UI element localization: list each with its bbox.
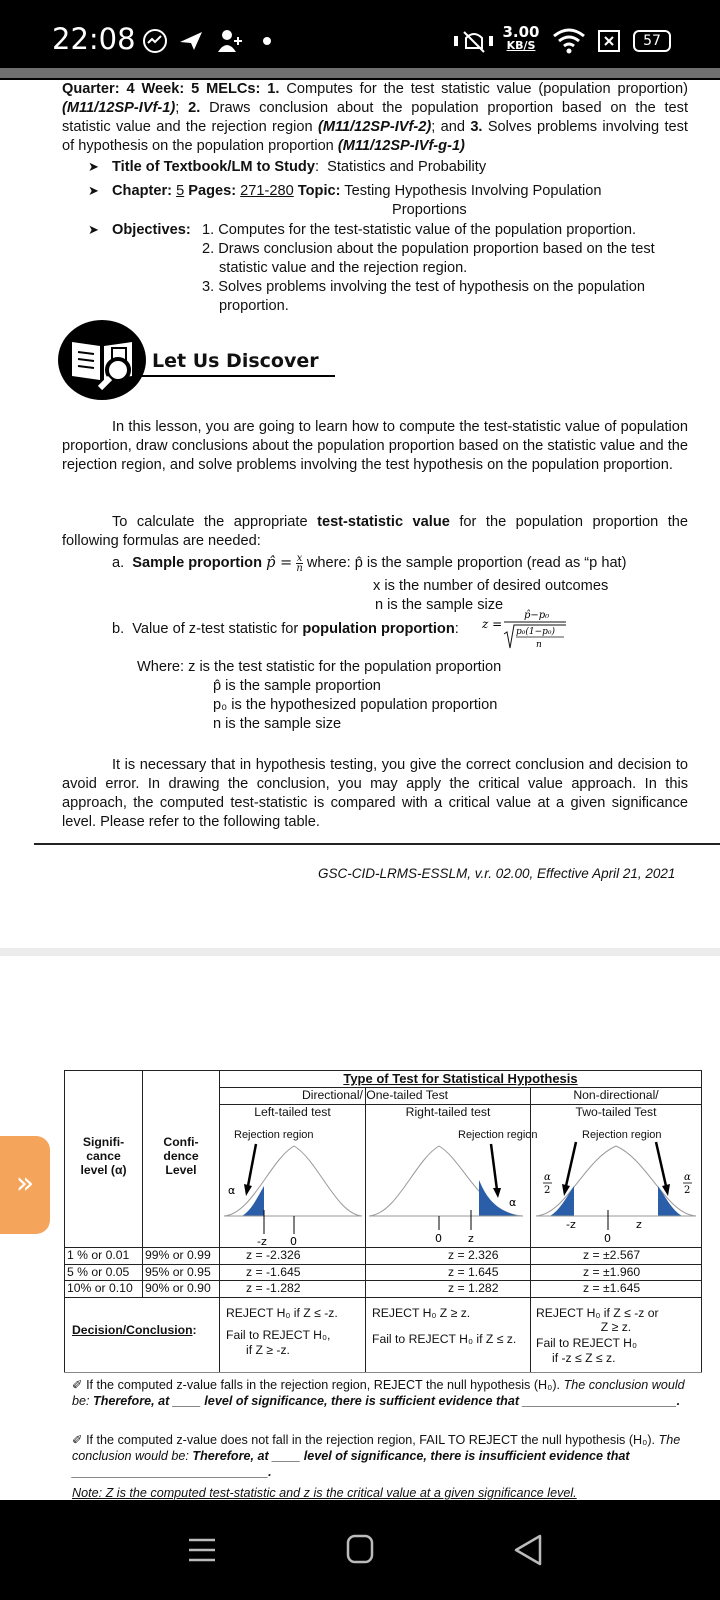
svg-text:p̂−p₀: p̂−p₀ [524,610,550,621]
directional-header: Directional/ One-tailed Test [301,1088,449,1102]
dot-icon [262,36,272,46]
rejection-region-label-two: Rejection region [582,1129,662,1141]
where-n: n is the sample size [213,716,342,732]
book-magnifier-icon [56,318,148,402]
right-fail: Fail to REJECT H₀ if Z ≤ z. [372,1332,517,1346]
rejection-region-label-right: Rejection region [458,1129,538,1141]
objectives-label: ➤ Objectives: [88,222,191,238]
row-2-two: z = ±1.960 [583,1265,641,1279]
send-icon [178,30,204,52]
row-3-signif: 10% or 0.10 [67,1281,133,1295]
chapter-line: ➤ Chapter: 5 Pages: 271-280 Topic: Testing Hypothesis Involving Population [88,183,602,199]
svg-text:-z: -z [566,1218,576,1231]
note-z-definition: Note: Z is the computed test-statistic and z is the critical value at a given significance level. [72,1486,577,1500]
where-phat: p̂ is the sample proportion [213,678,381,694]
home-icon[interactable] [330,1530,390,1570]
fraction-x-over-n: x n [296,552,303,574]
pencil-icon: ✐ [72,1378,83,1392]
bullet-arrow-icon: ➤ [88,184,99,199]
melcs-paragraph: Quarter: 4 Week: 5 MELCs: 1. Computes for the test statistic value (population proportion) (M11/12SP-IVf-1); 2. Draws conclusion about the population proportion based on the test statistic value and the rejection region (M11/12SP-IVf-2); and 3. Solves problems involving test of hypothesis on the population proportion (M11/12SP-IVf-g-1) [62,81,689,154]
rejection-region-label-left: Rejection region [234,1129,314,1141]
two-fail-2: if -z ≤ Z ≤ z. [552,1351,616,1365]
svg-text:z =: z = [482,617,503,631]
left-tailed-curve [222,1130,364,1246]
right-tailed-header: Right-tailed test [405,1105,491,1119]
row-1-left: z = -2.326 [246,1248,301,1262]
formula-intro: To calculate the appropriate test-statistic value for the population proportion the following formulas are needed: [62,514,688,549]
recent-apps-icon[interactable] [172,1530,232,1570]
navigation-bar [0,1500,720,1600]
neg-z-label: -z [257,1235,267,1246]
where-p0: p₀ is the hypothesized population proportion [213,697,498,713]
two-reject-1: REJECT H₀ if Z ≤ -z or [536,1306,659,1320]
note-reject: ✐ If the computed z-value falls in the rejection region, REJECT the null hypothesis (H₀). The conclusion would be: Therefore, at ____ level of significance, there is sufficient evidence that ______________________. [72,1378,685,1408]
title-underline [140,375,335,377]
footer-rule [34,843,720,845]
note-fail: ✐ If the computed z-value does not fall in the rejection region, FAIL TO REJECT the null hypothesis (H₀). The conclusion would be: Therefore, at ____ level of significance, there is insufficient evidence that ____________________________. [72,1433,681,1479]
z-formula [480,604,574,652]
row-3-left: z = -1.282 [246,1281,301,1295]
row-2-right: z = 1.645 [448,1265,499,1279]
row-1-right: z = 2.326 [448,1248,499,1262]
svg-text:p₀(1−p₀): p₀(1−p₀) [516,627,556,637]
svg-text:z: z [636,1218,642,1231]
row-2-conf: 95% or 0.95 [145,1265,211,1279]
page-separator [0,948,720,956]
section-title: Let Us Discover [152,350,319,372]
svg-text:0: 0 [604,1232,611,1245]
pencil-icon: ✐ [72,1433,83,1447]
activity-icon [142,28,168,54]
right-tailed-curve [367,1130,529,1246]
net-speed-unit: KB/S [506,39,536,52]
network-speed [500,23,542,52]
formula-a-x: x is the number of desired outcomes [373,578,609,594]
wifi-icon [552,26,586,54]
close-box-icon [598,30,620,52]
two-reject-2: Z ≥ z. [600,1320,632,1334]
left-fail-1: Fail to REJECT H₀, [226,1328,331,1342]
svg-text:α: α [509,1196,517,1209]
status-time: 22:08 [52,22,136,56]
person-add-icon [214,28,242,54]
zero-label: 0 [290,1235,297,1246]
row-1-conf: 99% or 0.99 [145,1248,211,1262]
svg-text:0: 0 [435,1232,442,1245]
textbook-line: ➤ Title of Textbook/LM to Study: Statistics and Probability [88,159,487,175]
row-2-signif: 5 % or 0.05 [67,1265,130,1279]
svg-text:α: α [684,1172,691,1183]
lesson-intro: In this lesson, you are going to learn how to compute the test-statistic value of population proportion, draw conclusions about the population proportion based on the statistic value and the rejection region, and solve problems involving the test hypothesis on the population proportion. [62,419,688,473]
two-fail-1: Fail to REJECT H₀ [536,1336,637,1350]
left-reject: REJECT H₀ if Z ≤ -z. [226,1306,338,1320]
svg-text:2: 2 [684,1185,691,1196]
left-tailed-header: Left-tailed test [254,1105,331,1119]
battery-icon: 57 [633,30,671,52]
formula-b: b. Value of z-test statistic for population proportion: [112,621,459,637]
formula-a: a. Sample proportion p̂ = x n where: p̂ is the sample proportion (read as “p hat) [112,552,627,574]
bullet-arrow-icon: ➤ [88,160,99,175]
two-tailed-curve [532,1130,700,1246]
nondirectional-header-1: Non-directional/ [573,1088,659,1102]
mute-icon [454,28,494,54]
where-z: Where: z is the test statistic for the population proportion [137,659,502,675]
confidence-header: Confi- dence Level [163,1135,199,1177]
row-1-two: z = ±2.567 [583,1248,641,1262]
left-fail-2: if Z ≥ -z. [246,1343,290,1357]
svg-text:α: α [544,1172,551,1183]
row-3-two: z = ±1.645 [583,1281,641,1295]
bullet-arrow-icon: ➤ [88,223,99,238]
decision-label: Decision/Conclusion: [72,1323,197,1337]
objective-3: 3. Solves problems involving the test of hypothesis on the population proportion. [202,279,645,314]
page-top-border [0,68,720,78]
expand-side-tab[interactable]: » [0,1136,50,1234]
svg-text:z: z [468,1232,474,1245]
row-3-right: z = 1.282 [448,1281,499,1295]
critical-value-paragraph: It is necessary that in hypothesis testing, you give the correct conclusion and decision to avoid error. In drawing the conclusion, you may apply the critical value approach. In this approach, the computed test-statistic is compared with a critical value at a given significance level. Please refer to the following table. [62,757,688,830]
right-reject: REJECT H₀ Z ≥ z. [372,1306,471,1320]
row-3-conf: 90% or 0.90 [145,1281,211,1295]
topic-line-2: Proportions [392,202,467,218]
formula-a-n: n is the sample size [375,597,504,613]
net-speed-value: 3.00 [502,23,540,41]
back-icon[interactable] [500,1530,560,1570]
row-2-left: z = -1.645 [246,1265,301,1279]
alpha-label: α [228,1184,236,1197]
significance-header: Signifi- cance level (α) [80,1135,127,1177]
objective-1: 1. Computes for the test-statistic value of the population proportion. [202,222,637,238]
nondirectional-header-2: Two-tailed Test [575,1105,657,1119]
table-main-header: Type of Test for Statistical Hypothesis [343,1071,578,1086]
footer-code: GSC-CID-LRMS-ESSLM, v.r. 02.00, Effective April 21, 2021 [318,866,676,881]
row-1-signif: 1 % or 0.01 [67,1248,130,1262]
svg-text:n: n [536,640,542,650]
svg-text:2: 2 [544,1185,551,1196]
objective-2: 2. Draws conclusion about the population proportion based on the test statistic value and the rejection region. [202,241,655,276]
